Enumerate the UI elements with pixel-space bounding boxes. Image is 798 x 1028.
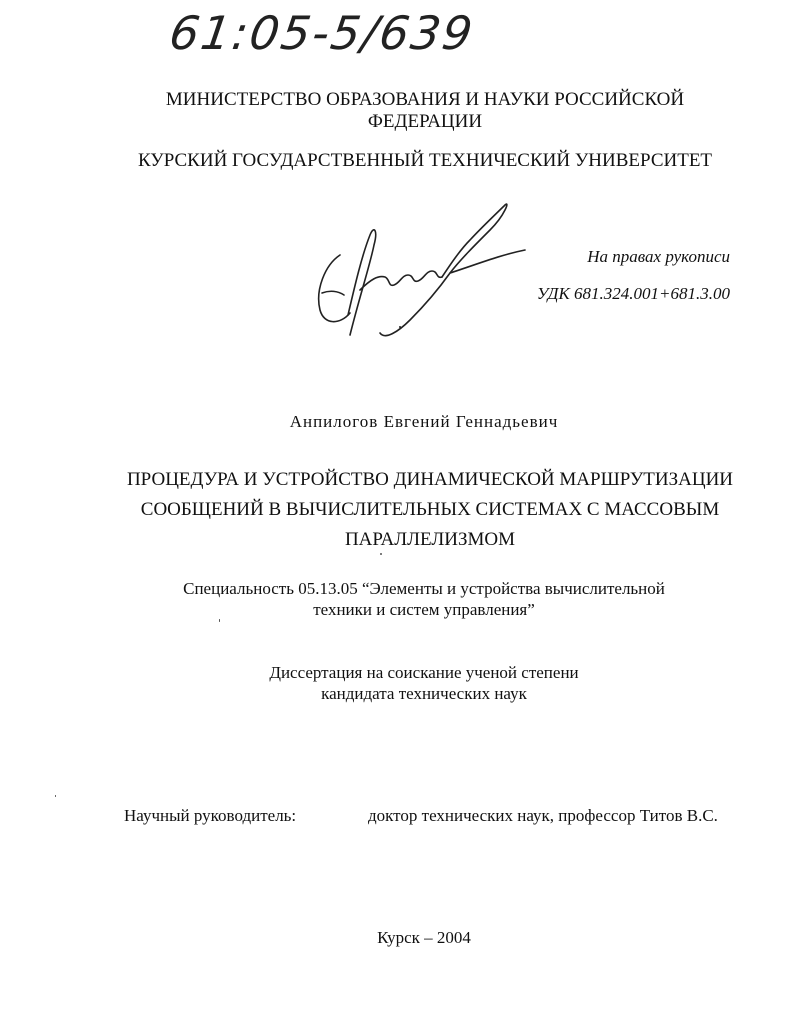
specialty-line-2: техники и систем управления” (313, 600, 535, 619)
city-year: Курск – 2004 (377, 928, 471, 947)
udk-code: УДК 681.324.001+681.3.00 (536, 284, 730, 303)
scan-speck (380, 553, 382, 555)
specialty-text (100, 578, 748, 620)
archive-code-handwritten: 61:05-5/639 (166, 6, 478, 60)
scan-speck (219, 619, 220, 622)
title-line-2: СООБЩЕНИЙ В ВЫЧИСЛИТЕЛЬНЫХ СИСТЕМАХ С МАССОВЫМ (140, 499, 720, 520)
university-heading: КУРСКИЙ ГОСУДАРСТВЕННЫЙ ТЕХНИЧЕСКИЙ УНИВЕРСИТЕТ (137, 150, 713, 171)
title-line-3: ПАРАЛЛЕЛИЗМОМ (344, 529, 516, 550)
title-line-1: ПРОЦЕДУРА И УСТРОЙСТВО ДИНАМИЧЕСКОЙ МАРШРУТИЗАЦИИ (126, 469, 734, 490)
dissertation-title (60, 465, 798, 555)
ministry-heading: МИНИСТЕРСТВО ОБРАЗОВАНИЯ И НАУКИ РОССИЙСКОЙ ФЕДЕРАЦИИ (165, 89, 685, 132)
specialty-line-1: Специальность 05.13.05 “Элементы и устройства вычислительной (183, 579, 665, 598)
degree-line-2: кандидата технических наук (321, 684, 527, 703)
advisor-label: Научный руководитель: (124, 806, 297, 825)
advisor-value: доктор технических наук, профессор Титов В.С. (368, 806, 718, 825)
author-name: Анпилогов Евгений Геннадьевич (289, 412, 559, 431)
scan-speck (55, 795, 56, 797)
degree-line-1: Диссертация на соискание ученой степени (269, 663, 579, 682)
rights-label: На правах рукописи (587, 247, 730, 266)
degree-statement (100, 662, 748, 704)
author-signature (300, 195, 530, 355)
